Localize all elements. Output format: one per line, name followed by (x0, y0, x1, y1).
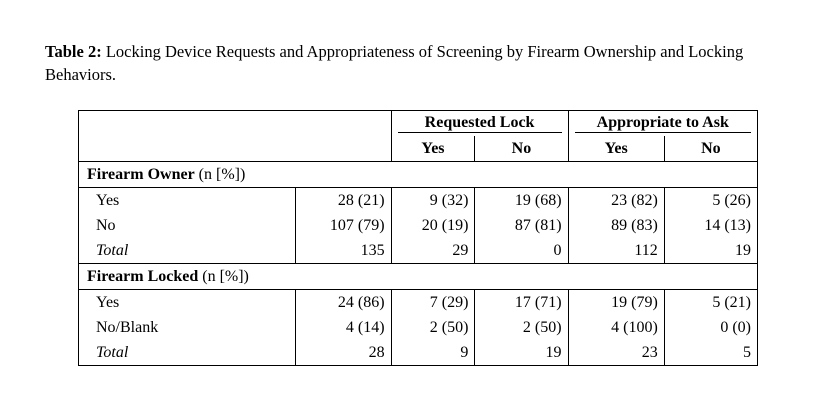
cell-value: 2 (50) (391, 315, 475, 340)
header-sub-no: No (664, 136, 757, 162)
cell-value: 0 (0) (664, 315, 757, 340)
cell-value: 135 (296, 238, 391, 264)
cell-value: 14 (13) (664, 213, 757, 238)
cell-value: 87 (81) (475, 213, 568, 238)
row-label-total: Total (79, 238, 296, 264)
cell-value: 24 (86) (296, 290, 391, 316)
cell-value: 28 (296, 340, 391, 366)
header-group-row (79, 111, 758, 137)
header-sub-row (79, 136, 758, 162)
cell-value: 19 (664, 238, 757, 264)
section-unit: (n [%]) (198, 267, 249, 285)
section-header-row (79, 264, 758, 290)
section-unit: (n [%]) (194, 165, 246, 183)
data-table (78, 110, 758, 366)
cell-value: 9 (32) (391, 188, 475, 214)
section-header-row (79, 162, 758, 188)
header-blank (296, 111, 391, 137)
header-blank (79, 136, 296, 162)
row-label: No (79, 213, 296, 238)
cell-value: 19 (475, 340, 568, 366)
cell-value: 9 (391, 340, 475, 366)
section-title (79, 264, 758, 290)
cell-value: 107 (79) (296, 213, 391, 238)
cell-value: 0 (475, 238, 568, 264)
table-row (79, 213, 758, 238)
cell-value: 20 (19) (391, 213, 475, 238)
caption-text: Locking Device Requests and Appropriateness of Screening by Firearm Ownership and Locking Behaviors. (45, 42, 744, 84)
table-row (79, 290, 758, 316)
header-group-requested-lock: Requested Lock (398, 114, 562, 133)
cell-value: 28 (21) (296, 188, 391, 214)
row-label: No/Blank (79, 315, 296, 340)
table-row (79, 188, 758, 214)
cell-value: 17 (71) (475, 290, 568, 316)
table-row-total (79, 238, 758, 264)
header-blank (296, 136, 391, 162)
row-label: Yes (79, 188, 296, 214)
cell-value: 112 (568, 238, 664, 264)
cell-value: 23 (568, 340, 664, 366)
table-caption (45, 40, 805, 86)
caption-label: Table 2: (45, 42, 102, 61)
cell-value: 5 (21) (664, 290, 757, 316)
row-label-total: Total (79, 340, 296, 366)
cell-value: 23 (82) (568, 188, 664, 214)
section-title-text: Firearm Locked (87, 267, 199, 285)
cell-value: 89 (83) (568, 213, 664, 238)
header-sub-yes: Yes (568, 136, 664, 162)
table-row-total (79, 340, 758, 366)
row-label: Yes (79, 290, 296, 316)
cell-value: 5 (664, 340, 757, 366)
cell-value: 4 (100) (568, 315, 664, 340)
cell-value: 19 (68) (475, 188, 568, 214)
cell-value: 7 (29) (391, 290, 475, 316)
table-row (79, 315, 758, 340)
section-title-text: Firearm Owner (87, 165, 195, 183)
header-sub-no: No (475, 136, 568, 162)
header-sub-yes: Yes (391, 136, 475, 162)
cell-value: 29 (391, 238, 475, 264)
section-title (79, 162, 758, 188)
cell-value: 19 (79) (568, 290, 664, 316)
cell-value: 4 (14) (296, 315, 391, 340)
cell-value: 2 (50) (475, 315, 568, 340)
header-blank (79, 111, 296, 137)
header-group-appropriate-to-ask: Appropriate to Ask (575, 114, 751, 133)
cell-value: 5 (26) (664, 188, 757, 214)
